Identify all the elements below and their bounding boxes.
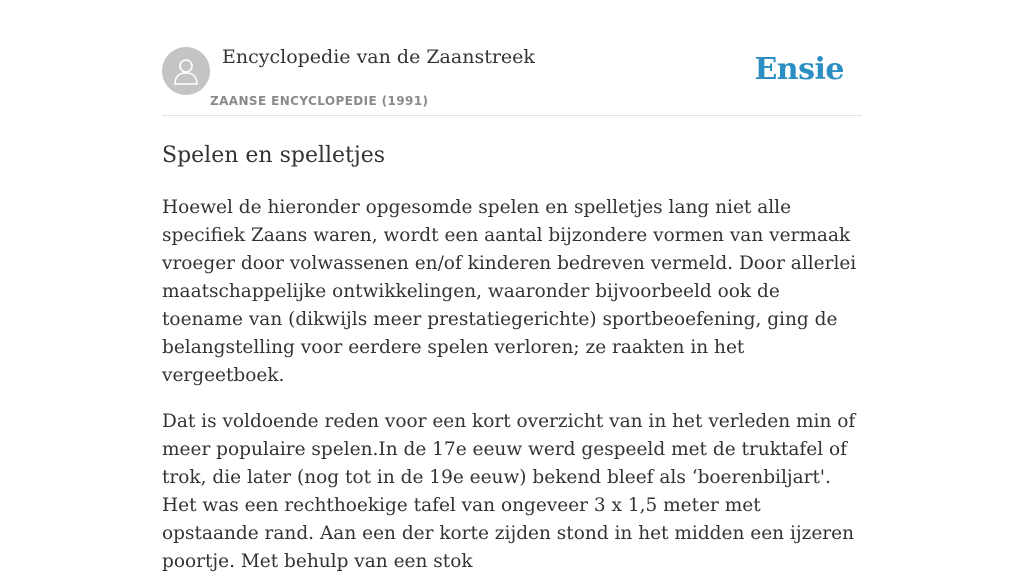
source-title[interactable]: Encyclopedie van de Zaanstreek — [222, 46, 535, 68]
brand-logo[interactable]: Ensie — [754, 52, 844, 87]
article-paragraph: Hoewel de hieronder opgesomde spelen en spelletjes lang niet alle specifiek Zaans waren, wordt een aantal bijzondere vormen van vermaak vroeger door volwassenen en/of kinderen bedreven vermeld. Door allerlei maatschappelijke ontwikkelingen, waaronder bijvoorbeeld ook de toename van (dikwijls meer prestatiegerichte) sportbeoefening, ging de belangstelling voor eerdere spelen verloren; ze raakten in het vergeetboek. — [162, 197, 857, 386]
article-title: Spelen en spelletjes — [162, 143, 386, 168]
avatar[interactable] — [162, 47, 210, 95]
source-header — [162, 47, 862, 116]
article-paragraph: Dat is voldoende reden voor een kort overzicht van in het verleden min of meer populaire spelen.In de 17e eeuw werd gespeeld met de truktafel of trok, die later (nog tot in de 19e eeuw) bekend bleef als ‘boerenbiljart'. Het was een rechthoekige tafel van ongeveer 3 x 1,5 meter met opstaande rand. Aan een der korte zijden stond in het midden een ijzeren poortje. Met behulp van een stok — [162, 411, 856, 572]
user-icon — [172, 56, 200, 86]
source-subtitle[interactable]: ZAANSE ENCYCLOPEDIE (1991) — [210, 94, 429, 108]
article-page — [162, 0, 862, 576]
